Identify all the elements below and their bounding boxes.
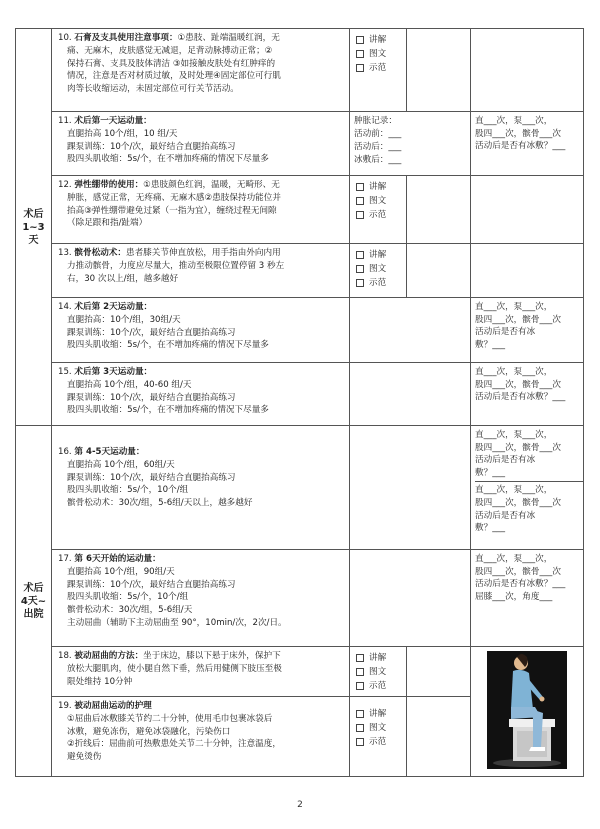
activity-line[interactable]: 直___次，泵___次， (475, 116, 553, 126)
option-demonstrate[interactable]: 示范 (356, 61, 406, 75)
empty-cell (471, 244, 584, 298)
empty-cell (350, 298, 471, 363)
item-number: 19. (58, 701, 72, 711)
item-number: 11. (58, 116, 72, 126)
checkbox-icon[interactable] (356, 251, 364, 259)
item-line: 踝泵训练：10个/次，最好结合直腿抬高练习 (67, 472, 236, 483)
checkbox-icon[interactable] (356, 654, 364, 662)
empty-cell (471, 176, 584, 244)
item-line: 踝泵训练：10个/次，最好结合直腿抬高练习 (67, 579, 236, 590)
option-explain[interactable]: 讲解 (356, 248, 406, 262)
item-number: 17. (58, 554, 72, 564)
item-line: 右，30 次以上/组，越多越好 (67, 273, 179, 284)
item-line: 股四头肌收缩：5s/个，在不增加疼痛的情况下尽量多 (67, 405, 269, 416)
checkbox-icon[interactable] (356, 738, 364, 746)
item-19 (52, 697, 350, 777)
item-title: 石膏及支具使用注意事项： (74, 33, 178, 43)
item-line: 保持石膏、支具及肢体清洁 ③如接触皮肤处有红肿痒的 (67, 58, 276, 69)
stage-post-op-day-4-discharge (16, 426, 52, 777)
person-sitting-icon (487, 651, 567, 769)
option-illustrated[interactable]: 图文 (356, 47, 406, 61)
item-line: 患者膝关节伸直放松，用手指由外向内用 (125, 248, 281, 258)
item-number: 14. (58, 302, 72, 312)
option-demonstrate[interactable]: 示范 (356, 208, 406, 222)
item-line: 力推动髌骨，力度应尽量大，推动至极限位置停留 3 秒左 (67, 260, 285, 271)
item-16 (52, 426, 350, 550)
activity-line[interactable]: 股四___次，髌骨___次 (475, 442, 561, 453)
nursing-checklist-table (15, 28, 584, 777)
item-number: 18. (58, 651, 72, 661)
item-12 (52, 176, 350, 244)
item-line: 坐于床边，膝以下悬于床外，保护下 (143, 651, 281, 661)
method-options (350, 29, 407, 112)
checkbox-icon[interactable] (356, 64, 364, 72)
item-line: 主动屈曲（辅助下主动屈曲至 90°，10min/次，2次/日。 (67, 617, 287, 628)
item-line: 踝泵训练：10个/次，最好结合直腿抬高练习 (67, 327, 236, 338)
swelling-ice-field[interactable]: 冰敷后：___ (354, 155, 402, 165)
item-line: 避免烫伤 (67, 752, 102, 763)
item-line: 冰敷，避免冻伤，避免冰袋融化，污染伤口 (67, 726, 231, 737)
item-13 (52, 244, 350, 298)
swelling-before-field[interactable]: 活动前：___ (354, 129, 402, 139)
empty-cell (350, 426, 471, 550)
activity-record (471, 298, 584, 363)
method-options (350, 244, 407, 298)
option-illustrated[interactable]: 图文 (356, 721, 406, 735)
swelling-record (350, 112, 471, 176)
swelling-label: 肿胀记录： (354, 116, 397, 126)
checkbox-icon[interactable] (356, 265, 364, 273)
option-explain[interactable]: 讲解 (356, 180, 406, 194)
item-line: ①屈曲后冰敷膝关节约二十分钟，使用毛巾包裹冰袋后 (67, 713, 273, 724)
item-line: 髌骨松动术：30次/组，5-6组/天以上，越多越好 (67, 498, 253, 509)
empty-cell (407, 176, 471, 244)
item-11 (52, 112, 350, 176)
activity-line[interactable]: 股四___次，髌骨___次 (475, 497, 561, 508)
item-17 (52, 550, 350, 647)
item-line: 髌骨松动术：30次/组，5-6组/天 (67, 605, 193, 616)
item-line: ①患肢颜色红润，温暖，无畸形、无 (143, 180, 280, 190)
checkbox-icon[interactable] (356, 668, 364, 676)
option-demonstrate[interactable]: 示范 (356, 276, 406, 290)
page-number: 2 (297, 800, 303, 810)
activity-line[interactable]: 股四___次，髌骨___次 (475, 128, 561, 139)
item-title: 髌骨松动术： (74, 248, 126, 258)
item-title: 被动屈曲运动的护理 (74, 701, 152, 711)
item-line: 股四头肌收缩：5s/个，在不增加疼痛的情况下尽量多 (67, 154, 269, 165)
empty-cell (407, 244, 471, 298)
checkbox-icon[interactable] (356, 36, 364, 44)
item-line: 肉等长收缩运动，未固定部位可行关节活动。 (67, 84, 239, 95)
item-line: 踝泵训练：10个/次，最好结合直腿抬高练习 (67, 392, 236, 403)
activity-line[interactable]: 直___次，泵___次， (475, 367, 553, 377)
checkbox-icon[interactable] (356, 197, 364, 205)
option-illustrated[interactable]: 图文 (356, 262, 406, 276)
item-line: 直腿抬高 10个/组，60组/天 (67, 459, 175, 470)
photo-cell (471, 647, 584, 777)
activity-line[interactable]: 活动后是否有冰敷？___ (475, 141, 566, 152)
item-line: 痛、无麻木，皮肤感觉无减退，足背动脉搏动正常；② (67, 45, 273, 56)
activity-line[interactable]: 活动后是否有冰敷？___ (475, 579, 566, 590)
activity-record (471, 363, 584, 426)
activity-record (471, 550, 584, 647)
option-demonstrate[interactable]: 示范 (356, 679, 406, 693)
item-line: 限处维持 10分钟 (67, 676, 133, 687)
item-title: 被动屈曲的方法： (74, 651, 144, 661)
item-line: 踝泵训练：10个/次，最好结合直腿抬高练习 (67, 141, 236, 152)
stage-line: 天 (28, 234, 39, 246)
activity-line[interactable]: 直___次，泵___次， (475, 302, 553, 312)
item-title: 术后第 2天运动量： (74, 302, 153, 312)
item-line: 股四头肌收缩：5s/个，在不增加疼痛的情况下尽量多 (67, 340, 269, 351)
checkbox-icon[interactable] (356, 710, 364, 718)
item-18 (52, 647, 350, 697)
item-line: 直腿抬高 10个/组，40-60 组/天 (67, 379, 192, 390)
item-line: 情况，注意是否对材质过敏，及时处理④固定部位可行肌 (67, 71, 281, 82)
item-line: 直腿抬高 10个/组，10 组/天 (67, 128, 178, 139)
item-title: 弹性绷带的使用： (74, 180, 144, 190)
passive-flexion-photo (487, 651, 567, 769)
method-options (350, 647, 407, 697)
option-demonstrate[interactable]: 示范 (356, 735, 406, 749)
option-illustrated[interactable]: 图文 (356, 665, 406, 679)
empty-cell (350, 550, 471, 647)
swelling-after-field[interactable]: 活动后：___ (354, 142, 402, 152)
item-number: 16. (58, 447, 72, 457)
activity-record (471, 426, 584, 550)
option-explain[interactable]: 讲解 (356, 33, 406, 47)
method-options (350, 176, 407, 244)
activity-line[interactable]: 活动后是否有冰敷？___ (475, 392, 566, 403)
stage-line: 术后 (23, 582, 44, 594)
item-line: 股四头肌收缩：5s/个，10个/组 (67, 485, 189, 496)
activity-line[interactable]: 活动后是否有冰 (475, 327, 536, 338)
activity-line[interactable]: 直___次，泵___次， (475, 485, 553, 496)
activity-line[interactable]: 股四___次，髌骨___次 (475, 314, 561, 325)
checkbox-icon[interactable] (356, 211, 364, 219)
empty-cell (407, 29, 471, 112)
activity-line[interactable]: 股四___次，髌骨___次 (475, 566, 561, 577)
item-number: 15. (58, 367, 72, 377)
activity-line[interactable]: 活动后是否有冰 (475, 455, 536, 466)
empty-cell (407, 647, 471, 697)
stage-line: 1~3 (22, 221, 45, 233)
item-number: 12. (58, 180, 72, 190)
item-line: 抬高③弹性绷带避免过紧（一指为宜），缠绕过程无间隙 (67, 205, 277, 216)
activity-line[interactable]: 屈膝___次，角度___ (475, 591, 553, 602)
checkbox-icon[interactable] (356, 279, 364, 287)
stage-line: 术后 (23, 208, 44, 220)
option-illustrated[interactable]: 图文 (356, 194, 406, 208)
activity-line[interactable]: 敷？___ (475, 467, 506, 478)
empty-cell (350, 363, 471, 426)
item-line: 放松大腿肌肉，使小腿自然下垂，然后用健侧下肢压至极 (67, 663, 282, 674)
item-14 (52, 298, 350, 363)
item-number: 13. (58, 248, 72, 258)
option-explain[interactable]: 讲解 (356, 651, 406, 665)
method-options (350, 697, 407, 777)
checkbox-icon[interactable] (356, 50, 364, 58)
item-title: 术后第 3天运动量： (74, 367, 153, 377)
item-10 (52, 29, 350, 112)
activity-line[interactable]: 直___次，泵___次， (475, 430, 553, 440)
item-line: ①患肢、趾端温暖红润，无 (177, 33, 280, 43)
item-number: 10. (58, 33, 72, 43)
item-15 (52, 363, 350, 426)
activity-line[interactable]: 股四___次，髌骨___次 (475, 379, 561, 390)
item-line: 股四头肌收缩：5s/个，10个/组 (67, 592, 189, 603)
activity-record (471, 112, 584, 176)
option-explain[interactable]: 讲解 (356, 707, 406, 721)
empty-cell (407, 697, 471, 777)
activity-line[interactable]: 活动后是否有冰 (475, 510, 536, 521)
empty-cell (471, 29, 584, 112)
stage-line: 4天~ (20, 595, 47, 607)
item-title: 第 6天开始的运动量： (74, 554, 161, 564)
item-line: 直腿抬高 10个/组，90组/天 (67, 566, 175, 577)
item-line: 直腿抬高：10个/组，30组/天 (67, 314, 181, 325)
item-title: 术后第一天运动量： (74, 116, 152, 126)
activity-line[interactable]: 敷？___ (475, 339, 506, 350)
activity-record-second (475, 481, 583, 534)
checkbox-icon[interactable] (356, 682, 364, 690)
item-title: 第 4-5天运动量： (74, 447, 145, 457)
item-line: ②折线后：屈曲前可热敷患处关节二十分钟，注意温度， (67, 739, 281, 750)
activity-line[interactable]: 敷？___ (475, 523, 506, 534)
checkbox-icon[interactable] (356, 183, 364, 191)
stage-post-op-day-1-3 (16, 29, 52, 426)
item-line: （除足跟和指/趾端） (67, 218, 148, 229)
activity-line[interactable]: 直___次，泵___次， (475, 554, 553, 564)
stage-line: 出院 (23, 608, 44, 620)
checkbox-icon[interactable] (356, 724, 364, 732)
item-line: 肿胀，感觉正常，无疼痛、无麻木感②患肢保持功能位并 (67, 192, 281, 203)
